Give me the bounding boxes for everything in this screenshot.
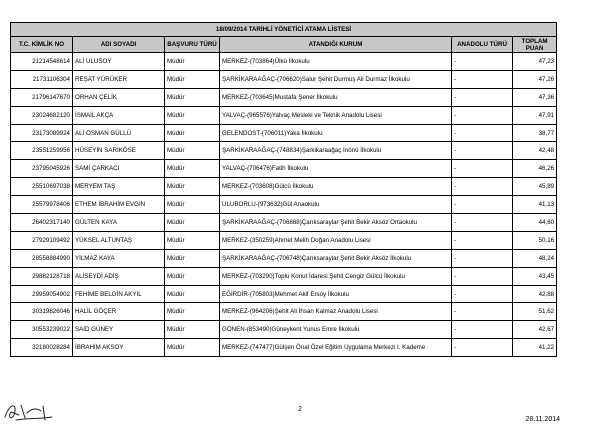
table-row <box>11 124 557 142</box>
cell-name: YÜKSEL ALTUNTAŞ <box>73 231 165 249</box>
cell-name: REŞAT YÜRÜKER <box>73 70 165 88</box>
cell-puan: 43,45 <box>513 267 557 285</box>
cell-name: FEHİME BELGİN AKYIL <box>73 285 165 303</box>
cell-ref: Müdür <box>165 53 220 71</box>
cell-puan: 51,62 <box>513 303 557 321</box>
cell-tc: 25510697038 <box>11 178 73 196</box>
cell-anad: - <box>452 231 513 249</box>
cell-tc: 29882128718 <box>11 267 73 285</box>
table-row <box>11 88 557 106</box>
header-inst: ATANDIĞI KURUM <box>220 37 452 53</box>
table-row <box>11 249 557 267</box>
cell-tc: 25579978406 <box>11 196 73 214</box>
cell-ref: Müdür <box>165 106 220 124</box>
header-puan-bottom: PUAN <box>525 44 544 52</box>
cell-puan: 47,36 <box>513 88 557 106</box>
header-puan <box>513 37 557 53</box>
table-row <box>11 70 557 88</box>
cell-puan: 50,16 <box>513 231 557 249</box>
table-row <box>11 160 557 178</box>
cell-anad: - <box>452 303 513 321</box>
cell-ref: Müdür <box>165 321 220 339</box>
cell-inst: MERKEZ-(703290)Toplu Konut İdaresi Şehit Cengiz Gülcü İlkokulu <box>220 267 452 285</box>
cell-tc: 21731106304 <box>11 70 73 88</box>
cell-name: İBRAHİM AKSOY <box>73 339 165 357</box>
cell-inst: MERKEZ-(703608)Gülcü İlkokulu <box>220 178 452 196</box>
cell-anad: - <box>452 267 513 285</box>
cell-anad: - <box>452 142 513 160</box>
cell-inst: YALVAÇ-(706476)Fatih İlkokulu <box>220 160 452 178</box>
table-row <box>11 339 557 357</box>
cell-ref: Müdür <box>165 178 220 196</box>
cell-anad: - <box>452 339 513 357</box>
table-row <box>11 214 557 232</box>
cell-inst: YALVAÇ-(965576)Yalvaç Mesleki ve Teknik Anadolu Lisesi <box>220 106 452 124</box>
cell-ref: Müdür <box>165 249 220 267</box>
cell-inst: MERKEZ-(703645)Mustafa Şener İlkokulu <box>220 88 452 106</box>
cell-anad: - <box>452 106 513 124</box>
cell-ref: Müdür <box>165 124 220 142</box>
cell-puan: 47,26 <box>513 70 557 88</box>
cell-name: HÜSEYİN SARIKÖSE <box>73 142 165 160</box>
cell-anad: - <box>452 249 513 267</box>
cell-ref: Müdür <box>165 142 220 160</box>
cell-name: YILMAZ KAYA <box>73 249 165 267</box>
cell-puan: 44,60 <box>513 214 557 232</box>
header-puan-top: TOPLAM <box>521 37 548 45</box>
cell-anad: - <box>452 70 513 88</box>
document-date: 28.11.2014 <box>525 416 560 423</box>
table-header-row <box>11 37 557 53</box>
header-name: ADI SOYADI <box>73 37 165 53</box>
table-row <box>11 106 557 124</box>
cell-tc: 30319826046 <box>11 303 73 321</box>
cell-inst: MERKEZ-(703864)Ülkü İlkokulu <box>220 53 452 71</box>
cell-tc: 27929109492 <box>11 231 73 249</box>
cell-name: ALİ OSMAN GÜLLÜ <box>73 124 165 142</box>
cell-ref: Müdür <box>165 160 220 178</box>
cell-puan: 48,24 <box>513 249 557 267</box>
table-body <box>11 53 557 357</box>
cell-name: GÜLTEN KAYA <box>73 214 165 232</box>
cell-puan: 45,89 <box>513 178 557 196</box>
cell-puan: 41,22 <box>513 339 557 357</box>
cell-puan: 42,88 <box>513 285 557 303</box>
header-ref: BAŞVURU TÜRÜ <box>165 37 220 53</box>
cell-tc: 32180028284 <box>11 339 73 357</box>
cell-inst: GELENDOST-(706011)Yaka İlkokulu <box>220 124 452 142</box>
cell-tc: 30553239022 <box>11 321 73 339</box>
table-row <box>11 142 557 160</box>
table-row <box>11 303 557 321</box>
cell-name: İSMAİL AKÇA <box>73 106 165 124</box>
cell-tc: 23795045926 <box>11 160 73 178</box>
cell-tc: 29959054902 <box>11 285 73 303</box>
cell-puan: 46,26 <box>513 160 557 178</box>
header-anad: ANADOLU TÜRÜ <box>452 37 513 53</box>
cell-tc: 23551259956 <box>11 142 73 160</box>
appointment-table <box>10 22 557 357</box>
cell-puan: 47,23 <box>513 53 557 71</box>
cell-tc: 23173089924 <box>11 124 73 142</box>
cell-ref: Müdür <box>165 285 220 303</box>
table-row <box>11 321 557 339</box>
cell-anad: - <box>452 53 513 71</box>
page-number: 2 <box>298 406 302 413</box>
table-row <box>11 178 557 196</box>
cell-ref: Müdür <box>165 267 220 285</box>
cell-puan: 41,13 <box>513 196 557 214</box>
cell-inst: ŞARKİKARAAĞAÇ-(706748)Çarıksaraylar Şehit Bekir Aksöz İlkokulu <box>220 249 452 267</box>
table-row <box>11 196 557 214</box>
cell-ref: Müdür <box>165 303 220 321</box>
table-row <box>11 231 557 249</box>
cell-tc: 21214548614 <box>11 53 73 71</box>
cell-anad: - <box>452 124 513 142</box>
cell-inst: ŞARKİKARAAĞAÇ-(748834)Şarkikaraağaç İnönü İlkokulu <box>220 142 452 160</box>
cell-inst: MERKEZ-(964206)Şehit Ali İhsan Kalmaz Anadolu Lisesi <box>220 303 452 321</box>
cell-name: SAİD GÜNEY <box>73 321 165 339</box>
cell-inst: GÖNEN-(853490)Güneykent Yunus Emre İlkokulu <box>220 321 452 339</box>
cell-ref: Müdür <box>165 339 220 357</box>
table-row <box>11 53 557 71</box>
cell-ref: Müdür <box>165 231 220 249</box>
cell-tc: 26402317140 <box>11 214 73 232</box>
cell-anad: - <box>452 178 513 196</box>
cell-ref: Müdür <box>165 88 220 106</box>
cell-anad: - <box>452 196 513 214</box>
cell-name: ORHAN ÇELİK <box>73 88 165 106</box>
header-tc: T.C. KİMLİK NO <box>11 37 73 53</box>
cell-inst: ULUBORLU-(973632)Gül Anaokulu <box>220 196 452 214</box>
cell-anad: - <box>452 214 513 232</box>
cell-puan: 47,91 <box>513 106 557 124</box>
cell-puan: 42,48 <box>513 142 557 160</box>
cell-name: HALİL GÖÇER <box>73 303 165 321</box>
document-title: 18/09/2014 TARİHLİ YÖNETİCİ ATAMA LİSTESİ <box>11 23 557 37</box>
cell-name: ALİ ULUSOY <box>73 53 165 71</box>
cell-inst: MERKEZ-(747477)Gülşen Önal Özel Eğitim Uygulama Merkezi I. Kademe <box>220 339 452 357</box>
cell-name: ETHEM İBRAHİM EVGİN <box>73 196 165 214</box>
cell-inst: MERKEZ-(350259)Ahmet Melih Doğan Anadolu Lisesi <box>220 231 452 249</box>
table-row <box>11 285 557 303</box>
cell-name: MERYEM TAŞ <box>73 178 165 196</box>
cell-ref: Müdür <box>165 70 220 88</box>
cell-inst: ŞARKİKARAAĞAÇ-(706868)Çarıksaraylar Şehit Bekir Aksöz Ortaokulu <box>220 214 452 232</box>
cell-name: SAMİ ÇARKACI <box>73 160 165 178</box>
cell-anad: - <box>452 285 513 303</box>
table-title-row <box>11 23 557 37</box>
cell-tc: 28558884990 <box>11 249 73 267</box>
table-row <box>11 267 557 285</box>
cell-anad: - <box>452 160 513 178</box>
cell-inst: EĞİRDİR-(705803)Mehmet Akif Ersoy İlkokulu <box>220 285 452 303</box>
cell-tc: 23024682120 <box>11 106 73 124</box>
cell-tc: 21796147670 <box>11 88 73 106</box>
cell-name: ALİSEYDİ ADİŞ <box>73 267 165 285</box>
cell-ref: Müdür <box>165 214 220 232</box>
cell-anad: - <box>452 88 513 106</box>
cell-ref: Müdür <box>165 196 220 214</box>
cell-inst: ŞARKİKARAAĞAÇ-(706620)Salur Şehit Durmuş Ali Durmaz İlkokulu <box>220 70 452 88</box>
cell-puan: 42,67 <box>513 321 557 339</box>
cell-anad: - <box>452 321 513 339</box>
cell-puan: 38,77 <box>513 124 557 142</box>
